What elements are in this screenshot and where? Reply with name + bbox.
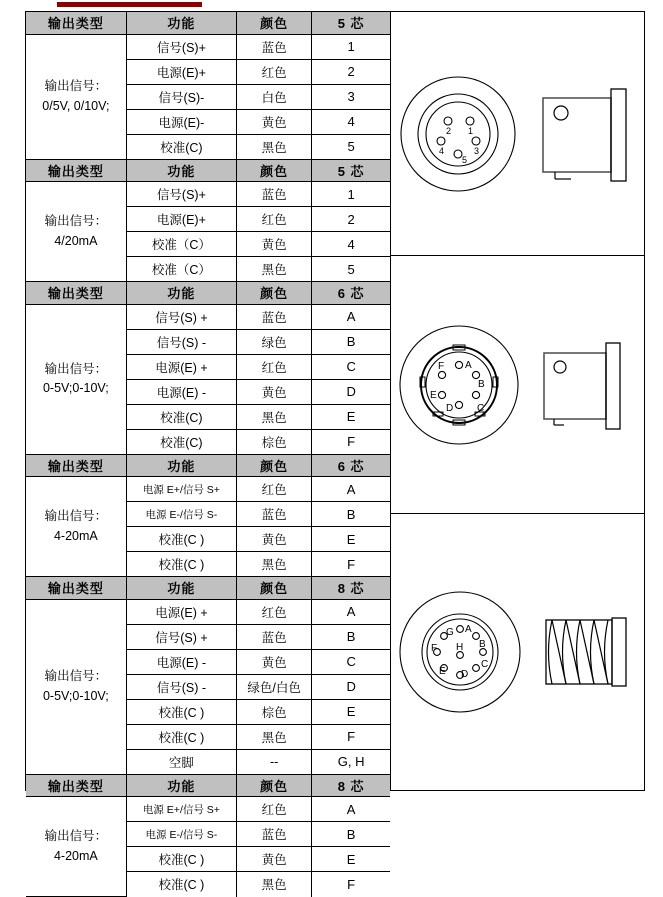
table-row bbox=[26, 34, 390, 59]
function-cell: 电源(E) - bbox=[126, 379, 236, 404]
function-cell: 校准(C ) bbox=[126, 527, 236, 552]
pinout-table bbox=[26, 12, 390, 160]
header-color: 颜色 bbox=[237, 577, 312, 599]
output-type-cell bbox=[26, 797, 126, 897]
function-cell: 校准（C） bbox=[126, 232, 236, 257]
table-row bbox=[26, 304, 390, 329]
pin-cell: G, H bbox=[312, 749, 390, 774]
header-color: 颜色 bbox=[237, 775, 312, 797]
color-cell: 黑色 bbox=[237, 552, 312, 577]
function-cell: 信号(S)+ bbox=[126, 182, 236, 207]
svg-text:A: A bbox=[465, 360, 472, 371]
header-pin-count: 5 芯 bbox=[312, 12, 390, 34]
connector-8pin-face-icon bbox=[393, 585, 527, 719]
pin-cell: E bbox=[312, 404, 390, 429]
pin-cell: 4 bbox=[312, 109, 390, 134]
header-pin-count: 6 芯 bbox=[312, 455, 390, 477]
table-row bbox=[26, 182, 390, 207]
table-header-row bbox=[26, 455, 390, 477]
function-cell: 电源(E) + bbox=[126, 354, 236, 379]
header-output-type: 输出类型 bbox=[26, 455, 126, 477]
output-type-line: 输出信号： bbox=[26, 667, 126, 686]
header-color: 颜色 bbox=[237, 160, 312, 182]
svg-text:C: C bbox=[481, 659, 488, 670]
function-cell: 校准(C ) bbox=[126, 552, 236, 577]
function-cell: 信号(S)- bbox=[126, 84, 236, 109]
color-cell: -- bbox=[237, 749, 312, 774]
color-cell: 黑色 bbox=[237, 134, 312, 159]
color-cell: 黄色 bbox=[237, 649, 312, 674]
pin-cell: B bbox=[312, 502, 390, 527]
pin-cell: C bbox=[312, 354, 390, 379]
header-pin-count: 8 芯 bbox=[312, 775, 390, 797]
function-cell: 校准(C ) bbox=[126, 724, 236, 749]
color-cell: 蓝色 bbox=[237, 624, 312, 649]
output-type-cell bbox=[26, 477, 126, 577]
header-color: 颜色 bbox=[237, 282, 312, 304]
svg-text:E: E bbox=[439, 666, 446, 677]
pinout-table bbox=[26, 160, 390, 283]
header-function: 功能 bbox=[126, 775, 236, 797]
table-row bbox=[26, 477, 390, 502]
function-cell: 校准（C） bbox=[126, 257, 236, 282]
pin-cell: 5 bbox=[312, 134, 390, 159]
pin-cell: 4 bbox=[312, 232, 390, 257]
header-pin-count: 8 芯 bbox=[312, 577, 390, 599]
svg-text:B: B bbox=[479, 639, 486, 650]
function-cell: 电源(E)- bbox=[126, 109, 236, 134]
color-cell: 蓝色 bbox=[237, 34, 312, 59]
header-function: 功能 bbox=[126, 282, 236, 304]
pinout-tables-column bbox=[26, 12, 391, 790]
header-output-type: 输出类型 bbox=[26, 282, 126, 304]
pin-cell: D bbox=[312, 379, 390, 404]
header-function: 功能 bbox=[126, 160, 236, 182]
pin-cell: 3 bbox=[312, 84, 390, 109]
diagram-cell-6pin bbox=[391, 256, 644, 514]
pin-cell: 1 bbox=[312, 182, 390, 207]
pin-cell: F bbox=[312, 429, 390, 454]
svg-text:C: C bbox=[477, 403, 484, 414]
color-cell: 黑色 bbox=[237, 724, 312, 749]
svg-text:D: D bbox=[461, 669, 468, 680]
pin-cell: 2 bbox=[312, 207, 390, 232]
pin-cell: F bbox=[312, 552, 390, 577]
svg-text:D: D bbox=[446, 403, 453, 414]
connector-8pin-threaded-side-icon bbox=[530, 596, 642, 708]
table-header-row bbox=[26, 160, 390, 182]
connector-6pin-side-icon bbox=[530, 329, 642, 441]
output-type-cell bbox=[26, 304, 126, 454]
svg-text:F: F bbox=[438, 361, 444, 372]
color-cell: 黄色 bbox=[237, 527, 312, 552]
output-type-line: 0-5V;0-10V; bbox=[26, 379, 126, 398]
pinout-table bbox=[26, 775, 390, 897]
output-type-line: 4/20mA bbox=[26, 232, 126, 251]
table-row bbox=[26, 599, 390, 624]
color-cell: 黄色 bbox=[237, 232, 312, 257]
function-cell: 电源(E)+ bbox=[126, 59, 236, 84]
pin-cell: E bbox=[312, 699, 390, 724]
color-cell: 红色 bbox=[237, 59, 312, 84]
output-type-cell bbox=[26, 599, 126, 774]
pin-cell: C bbox=[312, 649, 390, 674]
pin-cell: 5 bbox=[312, 257, 390, 282]
function-cell: 信号(S) + bbox=[126, 624, 236, 649]
content-frame bbox=[25, 11, 645, 791]
pin-cell: E bbox=[312, 847, 390, 872]
pinout-table bbox=[26, 282, 390, 455]
accent-bar bbox=[57, 2, 202, 7]
svg-text:B: B bbox=[478, 379, 485, 390]
pin-cell: A bbox=[312, 477, 390, 502]
output-type-cell bbox=[26, 34, 126, 159]
function-cell: 电源(E)+ bbox=[126, 207, 236, 232]
color-cell: 蓝色 bbox=[237, 502, 312, 527]
svg-text:3: 3 bbox=[474, 146, 479, 156]
color-cell: 红色 bbox=[237, 477, 312, 502]
color-cell: 黄色 bbox=[237, 109, 312, 134]
color-cell: 棕色 bbox=[237, 429, 312, 454]
section-five-core-voltage bbox=[26, 12, 390, 160]
function-cell: 信号(S) - bbox=[126, 674, 236, 699]
function-cell: 电源(E) + bbox=[126, 599, 236, 624]
diagram-cell-8pin bbox=[391, 514, 644, 790]
function-cell: 电源 E-/信号 S- bbox=[126, 822, 236, 847]
header-function: 功能 bbox=[126, 455, 236, 477]
color-cell: 黑色 bbox=[237, 872, 312, 897]
color-cell: 棕色 bbox=[237, 699, 312, 724]
color-cell: 红色 bbox=[237, 354, 312, 379]
function-cell: 校准(C ) bbox=[126, 699, 236, 724]
svg-text:2: 2 bbox=[446, 126, 451, 136]
header-function: 功能 bbox=[126, 577, 236, 599]
function-cell: 校准(C ) bbox=[126, 847, 236, 872]
pin-cell: B bbox=[312, 822, 390, 847]
color-cell: 蓝色 bbox=[237, 182, 312, 207]
section-eight-core-voltage bbox=[26, 577, 390, 775]
pin-cell: A bbox=[312, 304, 390, 329]
pin-cell: E bbox=[312, 527, 390, 552]
output-type-cell bbox=[26, 182, 126, 282]
svg-text:G: G bbox=[446, 627, 454, 638]
header-function: 功能 bbox=[126, 12, 236, 34]
pin-cell: A bbox=[312, 599, 390, 624]
pin-cell: F bbox=[312, 724, 390, 749]
pin-cell: B bbox=[312, 329, 390, 354]
connector-diagrams-column bbox=[391, 12, 644, 790]
pin-cell: D bbox=[312, 674, 390, 699]
color-cell: 黄色 bbox=[237, 379, 312, 404]
diagram-cell-5pin bbox=[391, 12, 644, 256]
function-cell: 电源 E+/信号 S+ bbox=[126, 477, 236, 502]
table-header-row bbox=[26, 12, 390, 34]
color-cell: 黄色 bbox=[237, 847, 312, 872]
svg-text:E: E bbox=[430, 390, 437, 401]
section-eight-core-current bbox=[26, 775, 390, 897]
output-type-line: 输出信号： bbox=[26, 507, 126, 526]
svg-text:1: 1 bbox=[468, 126, 473, 136]
output-type-line: 4-20mA bbox=[26, 527, 126, 546]
function-cell: 空脚 bbox=[126, 749, 236, 774]
function-cell: 校准(C) bbox=[126, 134, 236, 159]
color-cell: 红色 bbox=[237, 599, 312, 624]
color-cell: 蓝色 bbox=[237, 304, 312, 329]
table-row bbox=[26, 797, 390, 822]
header-output-type: 输出类型 bbox=[26, 160, 126, 182]
pinout-table bbox=[26, 455, 390, 578]
pin-cell: F bbox=[312, 872, 390, 897]
pinout-table bbox=[26, 577, 390, 775]
header-color: 颜色 bbox=[237, 455, 312, 477]
section-five-core-current bbox=[26, 160, 390, 283]
section-six-core-voltage bbox=[26, 282, 390, 455]
color-cell: 黑色 bbox=[237, 404, 312, 429]
function-cell: 电源 E+/信号 S+ bbox=[126, 797, 236, 822]
svg-text:5: 5 bbox=[462, 155, 467, 165]
connector-6pin-face-icon bbox=[393, 319, 525, 451]
table-header-row bbox=[26, 577, 390, 599]
output-type-line: 0/5V, 0/10V; bbox=[26, 97, 126, 116]
connector-5pin-face-icon bbox=[394, 70, 522, 198]
svg-text:H: H bbox=[456, 642, 463, 653]
function-cell: 校准(C) bbox=[126, 404, 236, 429]
output-type-line: 0-5V;0-10V; bbox=[26, 687, 126, 706]
color-cell: 绿色/白色 bbox=[237, 674, 312, 699]
section-six-core-current bbox=[26, 455, 390, 578]
pin-cell: A bbox=[312, 797, 390, 822]
header-output-type: 输出类型 bbox=[26, 577, 126, 599]
function-cell: 信号(S)+ bbox=[126, 34, 236, 59]
function-cell: 信号(S) - bbox=[126, 329, 236, 354]
table-header-row bbox=[26, 282, 390, 304]
function-cell: 校准(C ) bbox=[126, 872, 236, 897]
output-type-line: 输出信号： bbox=[26, 212, 126, 231]
svg-text:4: 4 bbox=[439, 146, 444, 156]
color-cell: 蓝色 bbox=[237, 822, 312, 847]
header-output-type: 输出类型 bbox=[26, 12, 126, 34]
pin-cell: 1 bbox=[312, 34, 390, 59]
connector-5pin-side-icon bbox=[529, 78, 641, 190]
function-cell: 信号(S) + bbox=[126, 304, 236, 329]
svg-text:F: F bbox=[431, 643, 437, 654]
color-cell: 黑色 bbox=[237, 257, 312, 282]
color-cell: 红色 bbox=[237, 797, 312, 822]
function-cell: 电源 E-/信号 S- bbox=[126, 502, 236, 527]
table-header-row bbox=[26, 775, 390, 797]
output-type-line: 输出信号： bbox=[26, 360, 126, 379]
header-color: 颜色 bbox=[237, 12, 312, 34]
header-output-type: 输出类型 bbox=[26, 775, 126, 797]
color-cell: 绿色 bbox=[237, 329, 312, 354]
svg-text:A: A bbox=[465, 624, 472, 635]
function-cell: 电源(E) - bbox=[126, 649, 236, 674]
header-pin-count: 6 芯 bbox=[312, 282, 390, 304]
output-type-line: 输出信号： bbox=[26, 827, 126, 846]
output-type-line: 输出信号： bbox=[26, 77, 126, 96]
output-type-line: 4-20mA bbox=[26, 847, 126, 866]
color-cell: 白色 bbox=[237, 84, 312, 109]
header-pin-count: 5 芯 bbox=[312, 160, 390, 182]
pin-cell: 2 bbox=[312, 59, 390, 84]
color-cell: 红色 bbox=[237, 207, 312, 232]
pin-cell: B bbox=[312, 624, 390, 649]
function-cell: 校准(C) bbox=[126, 429, 236, 454]
